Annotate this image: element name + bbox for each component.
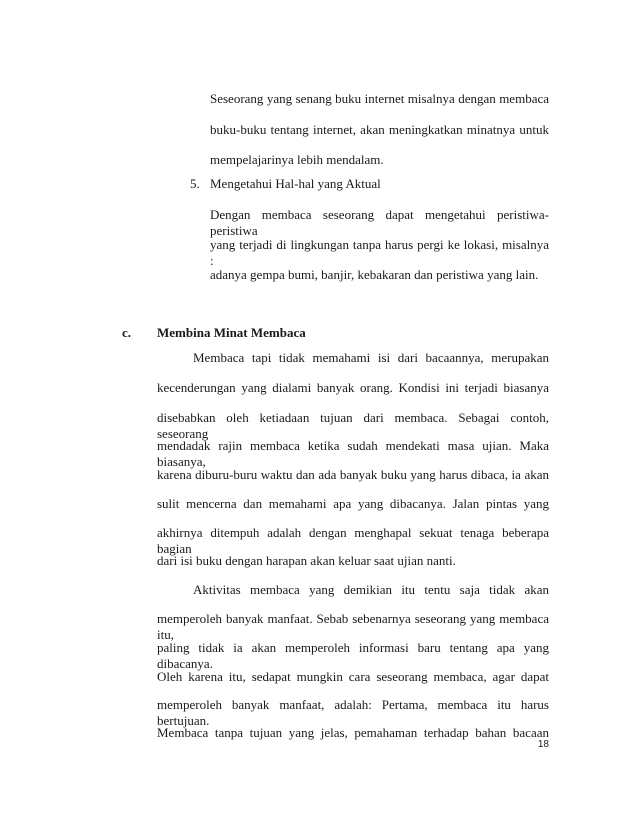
paragraph-2-line-3: paling tidak ia akan memperoleh informasi baru tentang apa yang dibacanya. [157,640,549,671]
list-continuation-line-3: mempelajarinya lebih mendalam. [210,152,384,167]
paragraph-2-line-6: Membaca tanpa tujuan yang jelas, pemahaman terhadap bahan bacaan [157,725,549,740]
paragraph-1-line-6: sulit mencerna dan memahami apa yang dibacanya. Jalan pintas yang [157,496,549,511]
list-item-title: Mengetahui Hal-hal yang Aktual [210,176,381,191]
list-continuation-line-1: Seseorang yang senang buku internet misalnya dengan membaca [210,91,549,106]
section-title: Membina Minat Membaca [157,325,306,340]
paragraph-1-line-5: karena diburu-buru waktu dan ada banyak buku yang harus dibaca, ia akan [157,467,549,482]
paragraph-1-line-7: akhirnya ditempuh adalah dengan menghapal sekuat tenaga beberapa bagian [157,525,549,556]
list-item-text-line-3: adanya gempa bumi, banjir, kebakaran dan peristiwa yang lain. [210,267,539,282]
page-number: 18 [537,739,549,750]
paragraph-2-line-1: Aktivitas membaca yang demikian itu tentu saja tidak akan [193,582,549,597]
paragraph-1-line-4: mendadak rajin membaca ketika sudah mendekati masa ujian. Maka biasanya, [157,438,549,469]
paragraph-2-line-4: Oleh karena itu, sedapat mungkin cara seseorang membaca, agar dapat [157,669,549,684]
paragraph-1-line-1: Membaca tapi tidak memahami isi dari bacaannya, merupakan [193,350,549,365]
paragraph-2-line-2: memperoleh banyak manfaat. Sebab sebenarnya seseorang yang membaca itu, [157,611,549,642]
paragraph-1-line-3: disebabkan oleh ketiadaan tujuan dari membaca. Sebagai contoh, seseorang [157,410,549,441]
list-item-number: 5. [190,176,200,191]
list-item-text-line-2: yang terjadi di lingkungan tanpa harus pergi ke lokasi, misalnya : [210,237,549,268]
section-label: c. [122,325,132,340]
list-item-text-line-1: Dengan membaca seseorang dapat mengetahui peristiwa-peristiwa [210,207,549,238]
list-continuation-line-2: buku-buku tentang internet, akan meningkatkan minatnya untuk [210,122,549,137]
paragraph-1-line-2: kecenderungan yang dialami banyak orang. Kondisi ini terjadi biasanya [157,380,549,395]
paragraph-2-line-5: memperoleh banyak manfaat, adalah: Pertama, membaca itu harus bertujuan. [157,697,549,728]
paragraph-1-line-8: dari isi buku dengan harapan akan keluar saat ujian nanti. [157,553,456,568]
